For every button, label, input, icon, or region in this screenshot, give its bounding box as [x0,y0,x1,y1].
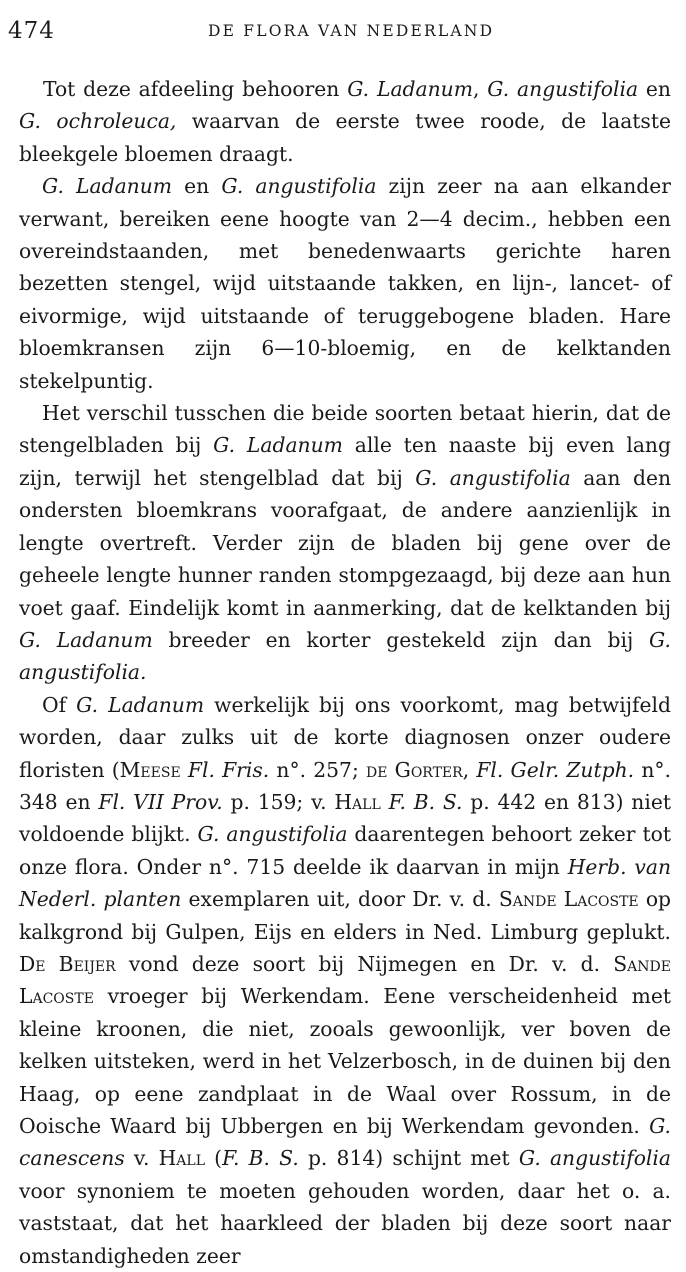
author-name: Meese [119,757,181,782]
species-name: G. Ladanum [19,627,153,652]
paragraph-2: G. Ladanum en G. angustifolia zijn zeer na aan elkander verwant, bereiken eene hoogte van 2—4 decim., hebben een overeindstaanden, met benedenwaarts gerichte haren bezetten stengel, wijd uitstaande takken, en lijn-, lancet- of eivormige, wijd uitstaande of teruggebogene bladen. Hare bloemkransen zijn 6—10-bloemig, en de kelktanden stekelpuntig. [19,174,671,393]
work-title: Fl. Gelr. Zutph. [476,757,635,782]
species-name: G. angustifolia. [19,627,671,685]
running-title: DE FLORA VAN NEDERLAND [208,22,495,40]
species-name: G. Ladanum [76,692,205,717]
species-name: G. Ladanum [213,433,343,458]
page-number: 474 [8,18,55,44]
author-name: Hall [158,1146,206,1171]
author-name: Sande Lacoste [19,951,671,1009]
work-title: F. B. S. [222,1146,299,1171]
species-name: G. angustifolia [487,77,639,101]
species-name: G. Ladanum [347,77,473,101]
work-title: F. B. S. [388,789,463,814]
paragraph-3: Het verschil tusschen die beide soorten betaat hierin, dat de stengelbladen bij G. Ladanum alle ten naaste bij even lang zijn, terwijl het stengelblad dat bij G. angustifolia aan den ondersten bloemkrans voorafgaat, de andere aanzienlijk in lengte overtreft. Verder zijn de bladen bij gene over de geheele lengte hunner randen stompgezaagd, bij deze aan hun voet gaaf. Eindelijk komt in aanmerking, dat de kelktanden bij G. Ladanum breeder en korter gestekeld zijn dan bij G. angustifolia. [19,401,672,685]
species-name: G. angustifolia [415,465,571,490]
author-name: De Beijer [19,951,116,976]
work-title: Fl. Fris. [187,757,270,782]
page-header [8,18,676,48]
species-name: G. Ladanum [42,174,173,199]
author-name: Sande Lacoste [498,887,639,912]
work-title: Herb. van Nederl. planten [19,854,671,912]
work-title: Fl. VII Prov. [98,789,223,814]
species-name: G. ochroleuca, [19,109,177,134]
body-text [19,73,671,1272]
author-name: de Gorter [365,757,463,782]
species-name: G. angustifolia [518,1146,671,1171]
species-name: G. canescens [19,1114,671,1171]
paragraph-4: Of G. Ladanum werkelijk bij ons voorkomt, mag betwijfeld worden, daar zulks uit de korte diagnosen onzer oudere floristen (Meese Fl. Fris. n°. 257; de Gorter, Fl. Gelr. Zutph. n°. 348 en Fl. VII Prov. p. 159; v. Hall F. B. S. p. 442 en 813) niet voldoende blijkt. G. angustifolia daarentegen behoort zeker tot onze flora. Onder n°. 715 deelde ik daarvan in mijn Herb. van Nederl. planten exemplaren uit, door Dr. v. d. Sande Lacoste op kalkgrond bij Gulpen, Eijs en elders in Ned. Limburg geplukt. De Beijer vond deze soort bij Nijmegen en Dr. v. d. Sande Lacoste vroeger bij Werkendam. Eene verscheidenheid met kleine kroonen, die niet, zooals gewoonlijk, ver boven de kelken uitsteken, werd in het Velzerbosch, in de duinen bij den Haag, op eene zandplaat in de Waal over Rossum, in de Ooische Waard bij Ubbergen en bij Werkendam gevonden. G. canescens v. Hall (F. B. S. p. 814) schijnt met G. angustifolia voor synoniem te moeten gehouden worden, daar het o. a. vaststaat, dat het haarkleed der bladen bij deze soort naar omstandigheden zeer [19,692,672,1268]
author-name: Hall [334,789,381,814]
paragraph-1: Tot deze afdeeling behooren G. Ladanum, G. angustifolia en G. ochroleuca, waarvan de eerste twee roode, de laatste bleekgele bloemen draagt. [19,77,671,166]
species-name: G. angustifolia [197,822,348,847]
species-name: G. angustifolia [221,174,377,199]
